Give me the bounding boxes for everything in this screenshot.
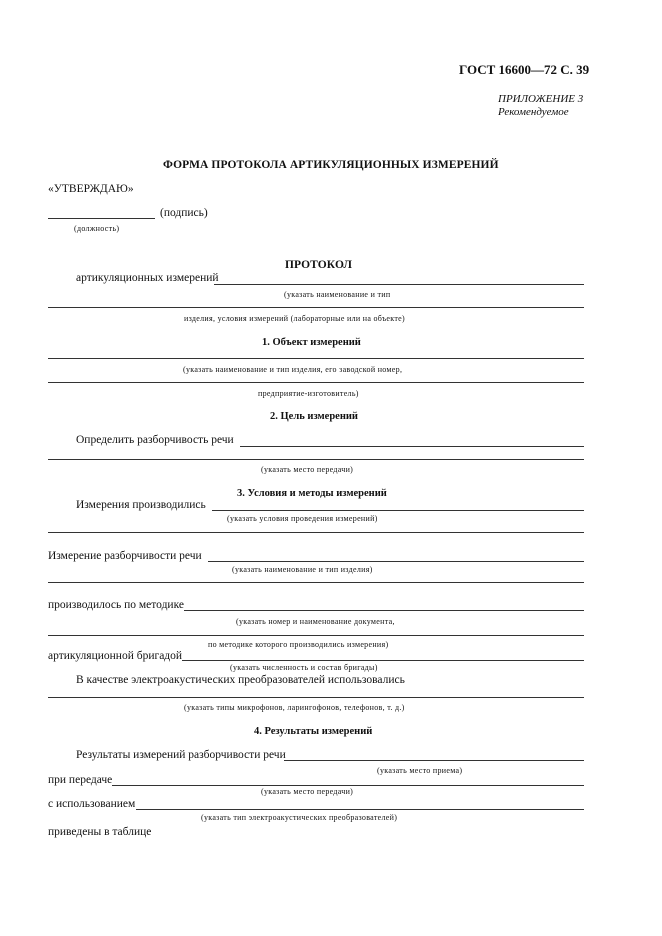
section-4-title: 4. Результаты измерений — [254, 726, 373, 737]
section-4-caption-2: (указать место передачи) — [261, 787, 354, 796]
position-caption: (должность) — [74, 224, 120, 233]
protocol-line-1 — [214, 284, 584, 285]
section-4-line-3 — [136, 809, 584, 810]
section-4-text-3: с использованием — [48, 798, 136, 810]
section-3-text-5: В качестве электроакустических преобразователей использовались — [76, 674, 405, 686]
form-title: ФОРМА ПРОТОКОЛА АРТИКУЛЯЦИОННЫХ ИЗМЕРЕНИЙ — [163, 159, 499, 171]
section-4-text-4: приведены в таблице — [48, 826, 152, 838]
section-1-line-1 — [48, 358, 584, 359]
protocol-caption-2: изделия, условия измерений (лабораторные или на объекте) — [184, 314, 405, 323]
section-3-line-7 — [182, 660, 584, 661]
section-2-caption: (указать место передачи) — [261, 465, 354, 474]
section-4-caption-3: (указать тип электроакустических преобразователей) — [201, 813, 398, 822]
recommended-label: Рекомендуемое — [498, 106, 569, 118]
signature-label: (подпись) — [160, 207, 208, 219]
section-3-caption-6: (указать типы микрофонов, ларингофонов, телефонов, т. д.) — [184, 703, 405, 712]
section-3-text-3: производилось по методике — [48, 599, 184, 611]
section-4-text-1: Результаты измерений разборчивости речи — [76, 749, 286, 761]
section-3-line-1 — [212, 510, 584, 511]
section-3-caption-4: по методике которого производились измерения) — [208, 640, 389, 649]
section-2-line-2 — [48, 459, 584, 460]
section-2-text: Определить разборчивость речи — [76, 434, 234, 446]
section-3-line-2 — [48, 532, 584, 533]
section-1-caption-1: (указать наименование и тип изделия, его заводской номер, — [183, 365, 403, 374]
section-3-line-4 — [48, 582, 584, 583]
section-4-text-2: при передаче — [48, 774, 113, 786]
section-3-text-2: Измерение разборчивости речи — [48, 550, 202, 562]
section-3-caption-2: (указать наименование и тип изделия) — [232, 565, 373, 574]
section-2-title: 2. Цель измерений — [270, 411, 358, 422]
protocol-line-2 — [48, 307, 584, 308]
section-3-line-3 — [208, 561, 584, 562]
section-3-line-6 — [48, 635, 584, 636]
section-4-caption-1: (указать место приема) — [377, 766, 463, 775]
protocol-caption-1: (указать наименование и тип — [284, 290, 391, 299]
section-4-line-2 — [112, 785, 584, 786]
section-1-title: 1. Объект измерений — [262, 337, 361, 348]
section-3-caption-1: (указать условия проведения измерений) — [227, 514, 378, 523]
approve-label: «УТВЕРЖДАЮ» — [48, 183, 134, 195]
section-3-caption-3: (указать номер и наименование документа, — [236, 617, 395, 626]
appendix-label: ПРИЛОЖЕНИЕ 3 — [498, 93, 584, 105]
gost-page-header: ГОСТ 16600—72 С. 39 — [459, 62, 590, 77]
position-line — [48, 218, 155, 219]
section-3-line-8 — [48, 697, 584, 698]
section-3-text-1: Измерения производились — [76, 499, 206, 511]
section-3-caption-5: (указать численность и состав бригады) — [230, 663, 378, 672]
section-3-text-4: артикуляционной бригадой — [48, 650, 183, 662]
section-1-line-2 — [48, 382, 584, 383]
section-1-caption-2: предприятие-изготовитель) — [258, 389, 359, 398]
protocol-title: ПРОТОКОЛ — [285, 259, 353, 271]
protocol-measurements-text: артикуляционных измерений — [76, 272, 219, 284]
section-3-title: 3. Условия и методы измерений — [237, 488, 387, 499]
section-4-line-1 — [284, 760, 584, 761]
section-3-line-5 — [184, 610, 584, 611]
section-2-line-1 — [240, 446, 584, 447]
